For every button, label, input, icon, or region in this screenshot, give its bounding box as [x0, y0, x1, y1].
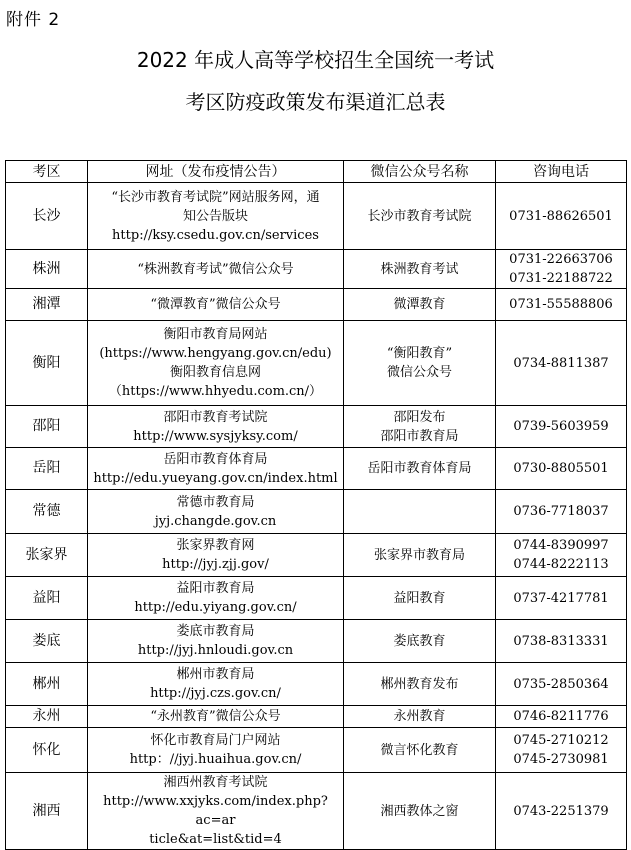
website-line: 衡阳教育信息网: [169, 365, 261, 380]
cell-phone: [496, 406, 627, 448]
website-line: jyj.changde.gov.cn: [154, 513, 277, 529]
cell-phone: [496, 490, 627, 534]
wechat-line: 微言怀化教育: [380, 742, 459, 758]
website-line: 岳阳市教育体育局: [163, 451, 268, 467]
table-row: [6, 321, 627, 406]
wechat-line: 郴州教育发布: [380, 676, 459, 692]
table-header-row: [6, 161, 627, 183]
cell-wechat: [344, 728, 496, 773]
cell-phone: [496, 577, 627, 620]
wechat-line: 微信公众号: [386, 365, 452, 380]
website-line: http：//jyj.huaihua.gov.cn/: [129, 752, 302, 767]
cell-phone: [496, 663, 627, 706]
website-line: http://jyj.czs.gov.cn/: [150, 686, 281, 701]
cell-region: 长沙: [6, 183, 88, 250]
cell-wechat: [344, 706, 496, 728]
table-row: [6, 448, 627, 490]
phone-line: 0734-8811387: [513, 355, 609, 371]
website-line: “株洲教育考试”微信公众号: [137, 261, 294, 277]
website-line: 怀化市教育局门户网站: [150, 733, 281, 748]
cell-region: 张家界: [6, 534, 88, 577]
cell-phone: [496, 773, 627, 850]
cell-wechat: [344, 620, 496, 663]
cell-region: 湘潭: [6, 289, 88, 321]
wechat-line: 永州教育: [393, 709, 446, 724]
cell-website: [88, 773, 344, 850]
table-row: [6, 663, 627, 706]
wechat-line: 长沙市教育考试院: [367, 208, 472, 224]
phone-line: 0743-2251379: [513, 803, 609, 819]
table-row: [6, 534, 627, 577]
website-line: 张家界教育网: [176, 538, 255, 553]
cell-wechat: [344, 406, 496, 448]
website-line: 常德市教育局: [176, 494, 255, 510]
website-line: （https://www.hhyedu.com.cn/）: [108, 384, 323, 399]
cell-website: [88, 534, 344, 577]
wechat-line: “衡阳教育”: [386, 346, 453, 361]
wechat-line: 微潭教育: [393, 297, 446, 312]
cell-website: [88, 321, 344, 406]
phone-line: 0735-2850364: [513, 676, 609, 692]
cell-phone: [496, 250, 627, 289]
column-header-phone: 咨询电话: [496, 161, 627, 183]
phone-line: 0731-55588806: [509, 297, 613, 312]
column-header-region: 考区: [6, 161, 88, 183]
cell-website: [88, 577, 344, 620]
website-line: http://jyj.hnloudi.gov.cn: [137, 643, 294, 658]
attachment-label: 附件 2: [6, 10, 61, 30]
wechat-line: 岳阳市教育体育局: [367, 461, 472, 476]
website-line: “微潭教育”微信公众号: [150, 297, 281, 312]
phone-line: 0744-8390997: [513, 538, 609, 553]
page-title: 2022 年成人高等学校招生全国统一考试: [136, 48, 495, 72]
cell-wechat: [344, 321, 496, 406]
phone-line: 0739-5603959: [513, 419, 609, 434]
website-line: 衡阳市教育局网站: [163, 327, 268, 342]
cell-wechat: [344, 577, 496, 620]
cell-region: 娄底: [6, 620, 88, 663]
cell-wechat: [344, 250, 496, 289]
table-row: [6, 490, 627, 534]
website-line: http://www.sysjyksy.com/: [133, 428, 298, 444]
page-subtitle: 考区防疫政策发布渠道汇总表: [185, 90, 446, 114]
phone-line: 0745-2710212: [513, 733, 609, 748]
phone-line: 0746-8211776: [513, 709, 609, 724]
wechat-line: 湘西教体之窗: [380, 803, 459, 819]
cell-website: [88, 289, 344, 321]
cell-phone: [496, 448, 627, 490]
cell-phone: [496, 183, 627, 250]
phone-line: 0737-4217781: [513, 590, 609, 606]
website-line: ticle&at=list&tid=4: [149, 832, 282, 847]
website-line: http://www.xxjyks.com/index.php?ac=ar: [103, 794, 328, 828]
cell-region: 郴州: [6, 663, 88, 706]
website-line: http://edu.yueyang.gov.cn/index.html: [93, 470, 338, 486]
table-body: [6, 183, 627, 850]
cell-phone: [496, 706, 627, 728]
website-line: “长沙市教育考试院”网站服务网，通: [111, 189, 320, 205]
phone-line: 0738-8313331: [513, 633, 609, 649]
website-line: 邵阳市教育考试院: [163, 409, 268, 425]
table-row: [6, 289, 627, 321]
cell-phone: [496, 534, 627, 577]
cell-wechat: [344, 534, 496, 577]
phone-line: 0745-2730981: [513, 752, 609, 767]
cell-website: [88, 406, 344, 448]
column-header-wechat: 微信公众号名称: [344, 161, 496, 183]
wechat-line: 株洲教育考试: [380, 261, 459, 277]
wechat-line: 邵阳市教育局: [380, 428, 459, 444]
cell-region: 湘西: [6, 773, 88, 850]
phone-line: 0731-22188722: [509, 271, 613, 286]
cell-phone: [496, 321, 627, 406]
website-line: 湘西州教育考试院: [163, 775, 268, 790]
cell-website: [88, 250, 344, 289]
website-line: (https://www.hengyang.gov.cn/edu): [99, 346, 332, 361]
cell-website: [88, 448, 344, 490]
cell-website: [88, 183, 344, 250]
cell-region: 株洲: [6, 250, 88, 289]
summary-table: [5, 160, 627, 850]
cell-wechat: [344, 289, 496, 321]
website-line: http://edu.yiyang.gov.cn/: [134, 600, 297, 615]
cell-wechat: [344, 663, 496, 706]
cell-wechat: [344, 448, 496, 490]
wechat-line: 益阳教育: [393, 590, 446, 606]
table-row: [6, 250, 627, 289]
website-line: 郴州市教育局: [176, 667, 255, 682]
phone-line: 0730-8805501: [513, 461, 609, 476]
column-header-website: 网址（发布疫情公告）: [88, 161, 344, 183]
wechat-line: 邵阳发布: [393, 409, 446, 425]
table-row: [6, 620, 627, 663]
cell-website: [88, 490, 344, 534]
website-line: “永州教育”微信公众号: [150, 709, 281, 724]
website-line: http://ksy.csedu.gov.cn/services: [112, 227, 319, 243]
website-line: 益阳市教育局: [176, 581, 255, 596]
cell-website: [88, 728, 344, 773]
table-row: [6, 706, 627, 728]
cell-region: 怀化: [6, 728, 88, 773]
website-line: http://jyj.zjj.gov/: [162, 557, 269, 572]
cell-wechat: [344, 773, 496, 850]
cell-phone: [496, 289, 627, 321]
cell-phone: [496, 728, 627, 773]
wechat-line: 娄底教育: [393, 633, 446, 649]
cell-phone: [496, 620, 627, 663]
website-line: 娄底市教育局: [176, 624, 255, 639]
cell-region: 永州: [6, 706, 88, 728]
website-line: 知公告版块: [182, 208, 248, 224]
cell-wechat: [344, 183, 496, 250]
phone-line: 0731-22663706: [509, 252, 613, 267]
table-row: [6, 577, 627, 620]
cell-website: [88, 620, 344, 663]
wechat-line: 张家界市教育局: [373, 547, 465, 563]
cell-region: 邵阳: [6, 406, 88, 448]
phone-line: 0744-8222113: [513, 557, 609, 572]
table-row: [6, 406, 627, 448]
cell-website: [88, 663, 344, 706]
table-row: [6, 773, 627, 850]
cell-region: 益阳: [6, 577, 88, 620]
table-row: [6, 728, 627, 773]
phone-line: 0731-88626501: [509, 208, 613, 224]
table-row: [6, 183, 627, 250]
cell-region: 常德: [6, 490, 88, 534]
cell-wechat: [344, 490, 496, 534]
cell-region: 岳阳: [6, 448, 88, 490]
phone-line: 0736-7718037: [513, 504, 609, 519]
cell-website: [88, 706, 344, 728]
cell-region: 衡阳: [6, 321, 88, 406]
